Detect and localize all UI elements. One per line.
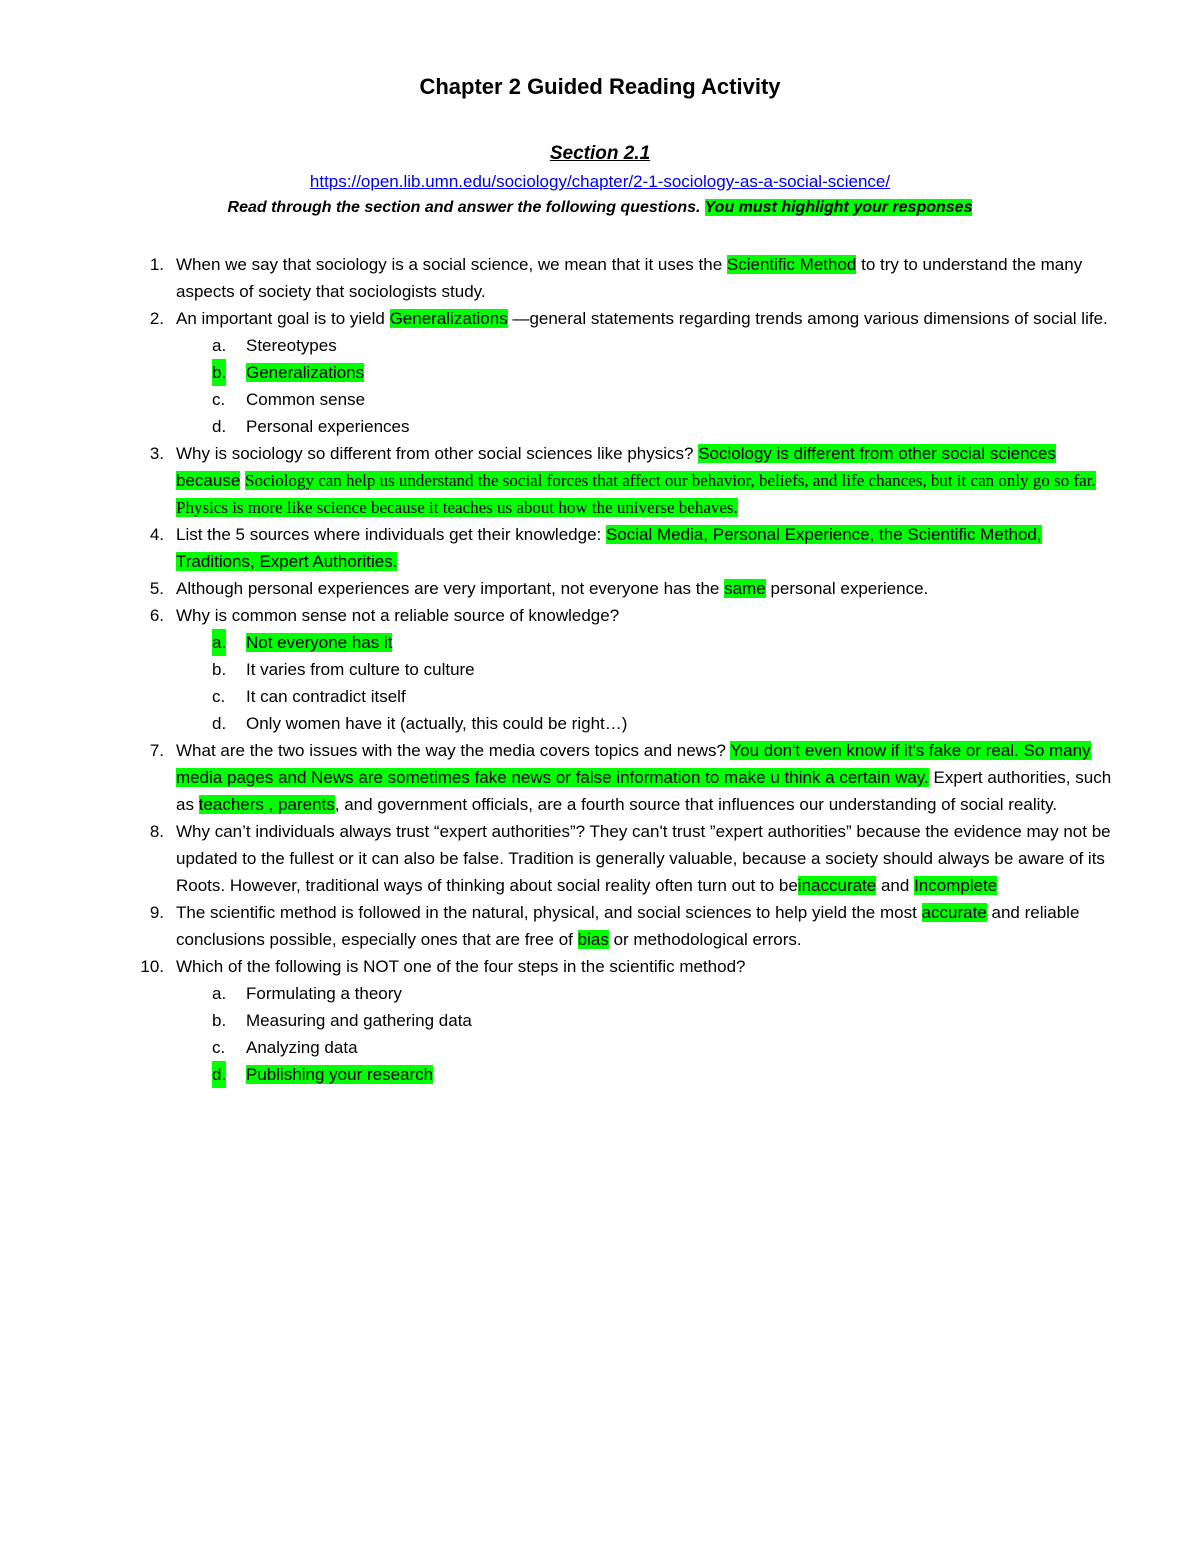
question-6 [130, 602, 1120, 629]
question-number: 7. [149, 741, 164, 760]
answer-highlight: Sociology is different from other social sciences because [176, 444, 1056, 490]
question-3 [130, 440, 1120, 521]
question-text: —general statements regarding trends among various dimensions of social life. [512, 309, 1108, 328]
option-d [130, 710, 1120, 737]
question-text: Why is sociology so different from other social sciences like physics? [176, 444, 694, 463]
option-text: Publishing your research [246, 1065, 434, 1084]
option-letter: c. [212, 687, 226, 706]
option-c [130, 386, 1120, 413]
question-number: 2. [149, 309, 164, 328]
question-7 [130, 737, 1120, 818]
question-2 [130, 305, 1120, 332]
question-number: 6. [149, 606, 164, 625]
question-text: to try to understand the many aspects of society that sociologists study. [176, 255, 1083, 301]
option-letter: a. [212, 984, 227, 1003]
option-letter: d. [212, 417, 227, 436]
option-text: Formulating a theory [246, 984, 402, 1003]
question-4 [130, 521, 1120, 575]
option-letter: a. [212, 629, 226, 656]
option-text: Stereotypes [246, 336, 337, 355]
option-d [130, 413, 1120, 440]
option-text: Generalizations [246, 363, 365, 382]
question-10 [130, 953, 1120, 980]
option-text: Personal experiences [246, 417, 410, 436]
option-letter: d. [212, 1061, 226, 1088]
question-text: Although personal experiences are very important, not everyone has the [176, 579, 720, 598]
question-number: 9. [149, 903, 164, 922]
question-text: The scientific method is followed in the natural, physical, and social sciences to help yield the most [176, 903, 917, 922]
question-text: personal experience. [770, 579, 929, 598]
question-number: 8. [149, 822, 164, 841]
option-d-selected [130, 1061, 1120, 1088]
answer-highlight: teachers , parents [198, 795, 335, 814]
question-list [130, 251, 1120, 1088]
question-text: An important goal is to yield [176, 309, 385, 328]
answer-highlight: inaccurate [797, 876, 877, 895]
instructions [0, 199, 1200, 217]
instructions-text: Read through the section and answer the following questions. [227, 199, 701, 216]
option-letter: b. [212, 1011, 227, 1030]
question-number: 4. [149, 525, 164, 544]
question-text: Why can’t individuals always trust “expert authorities”? They can't trust ”expert authorities” because the evidence may not be updated to the fullest or it can also be false. Tradition is generally valuable, because a society should always be aware of its Roots. However, traditional ways of thinking about social reality often turn out to be [176, 822, 1111, 895]
option-text: Only women have it (actually, this could be right…) [246, 714, 628, 733]
page-title: Chapter 2 Guided Reading Activity [419, 74, 781, 99]
question-text: Why is common sense not a reliable source of knowledge? [176, 606, 620, 625]
question-text: Which of the following is NOT one of the four steps in the scientific method? [176, 957, 746, 976]
question-number: 3. [149, 444, 164, 463]
option-letter: c. [212, 390, 226, 409]
question-9 [130, 899, 1120, 953]
option-letter: b. [212, 660, 227, 679]
question-5 [130, 575, 1120, 602]
answer-highlight: Sociology can help us understand the social forces that affect our behavior, beliefs, and life chances, but it can only go so far. Physics is more like science because it teaches us about how the universe behaves. [176, 471, 1096, 517]
question-text: or methodological errors. [613, 930, 802, 949]
question-text: Expert authorities, such as [176, 768, 1112, 814]
option-c [130, 683, 1120, 710]
option-a [130, 980, 1120, 1007]
option-letter: d. [212, 714, 227, 733]
question-number: 10. [140, 957, 164, 976]
answer-highlight: You don't even know if it's fake or real. So many media pages and News are sometimes fake news or false information to make u think a certain way. [176, 741, 1091, 787]
answer-highlight: same [724, 579, 766, 598]
question-text: List the 5 sources where individuals get their knowledge: [176, 525, 602, 544]
section-heading: Section 2.1 [549, 143, 651, 164]
option-letter: c. [212, 1038, 226, 1057]
section-link[interactable]: https://open.lib.umn.edu/sociology/chapter/2-1-sociology-as-a-social-science/ [309, 172, 891, 191]
instructions-highlight: You must highlight your responses [704, 199, 973, 216]
question-text: and reliable conclusions possible, especially ones that are free of [176, 903, 1080, 949]
answer-highlight: Scientific Method [726, 255, 857, 274]
option-text: Common sense [246, 390, 366, 409]
question-text: , and government officials, are a fourth source that influences our understanding of social reality. [334, 795, 1058, 814]
option-text: Analyzing data [246, 1038, 358, 1057]
answer-highlight: Generalizations [389, 309, 508, 328]
option-b [130, 1007, 1120, 1034]
question-8 [130, 818, 1120, 899]
question-text: What are the two issues with the way the media covers topics and news? [176, 741, 726, 760]
option-text: It varies from culture to culture [246, 660, 475, 679]
answer-highlight: Social Media, Personal Experience, the Scientific Method, Traditions, Expert Authorities. [176, 525, 1042, 571]
answer-highlight: Incomplete [914, 876, 998, 895]
option-text: Measuring and gathering data [246, 1011, 472, 1030]
option-letter: a. [212, 336, 227, 355]
option-b [130, 656, 1120, 683]
answer-highlight: bias [577, 930, 609, 949]
option-c [130, 1034, 1120, 1061]
option-text: It can contradict itself [246, 687, 406, 706]
option-a [130, 332, 1120, 359]
option-letter: b. [212, 359, 226, 386]
answer-highlight: accurate [921, 903, 987, 922]
option-a-selected [130, 629, 1120, 656]
question-number: 1. [149, 255, 164, 274]
question-text: and [880, 876, 910, 895]
question-number: 5. [149, 579, 164, 598]
question-1 [130, 251, 1120, 305]
question-text: When we say that sociology is a social science, we mean that it uses the [176, 255, 723, 274]
option-b-selected [130, 359, 1120, 386]
option-text: Not everyone has it [246, 633, 393, 652]
